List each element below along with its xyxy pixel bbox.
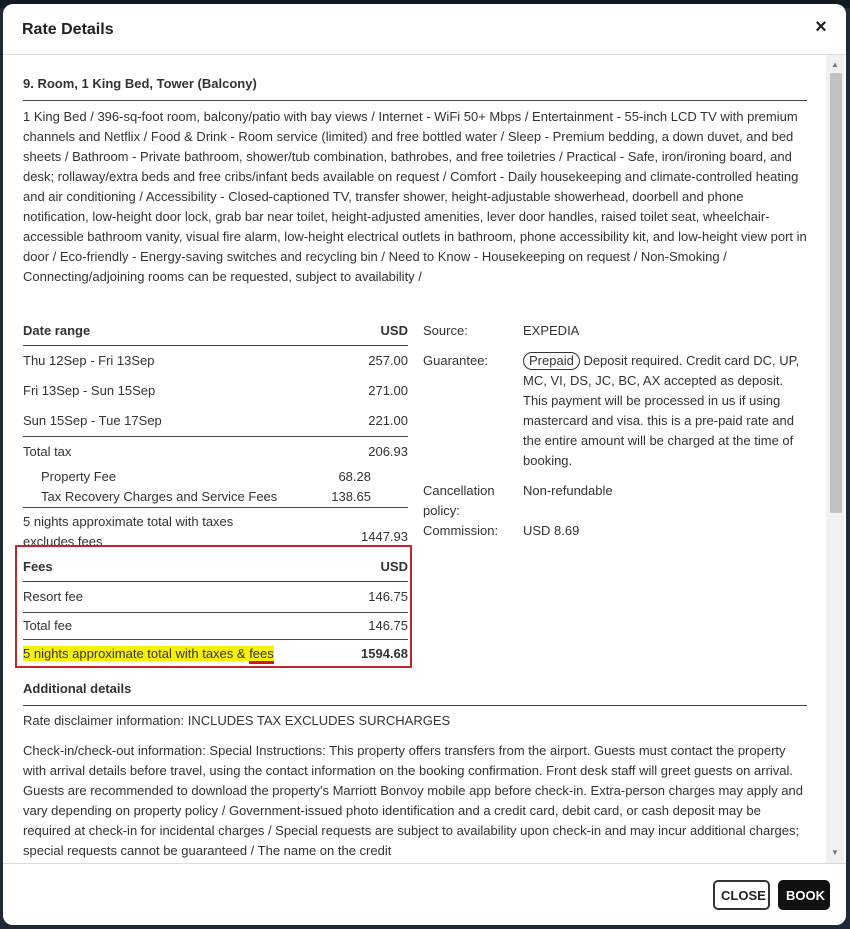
additional-details-title: Additional details xyxy=(23,679,807,706)
total-tax-label: Total tax xyxy=(23,437,311,468)
guarantee-label: Guarantee: xyxy=(423,353,489,368)
commission-value: USD 8.69 xyxy=(523,523,580,538)
fees-highlight-box xyxy=(15,545,412,668)
rate-row-label: Thu 12Sep - Fri 13Sep xyxy=(23,353,155,368)
commission-label: Commission: xyxy=(423,523,499,538)
tax-recovery-label: Tax Recovery Charges and Service Fees xyxy=(41,489,278,504)
nights-total-value: 1447.93 xyxy=(311,508,408,553)
dialog-footer xyxy=(3,863,846,925)
checkin-info: Check-in/check-out information: Special Instructions: This property offers transfers from the airport. Guests must contact the property with arrival details before travel, using the contact information on the booking confirmation. Front desk staff will greet guests on arrival. Guests are recommended to download the property's Marriott Bonvoy mobile app before check-in. Extra-person charges may apply and vary depending on property policy / Government-issued photo identification and a credit card, debit card, or cash deposit may be required at check-in for incidental charges / Special requests are subject to availability upon check-in and may incur additional charges; special requests cannot be guaranteed / The name on the credit xyxy=(23,743,803,858)
fees-header: Fees xyxy=(23,553,347,582)
scroll-down-arrow-icon[interactable]: ▼ xyxy=(831,848,839,857)
fees-table xyxy=(23,553,408,668)
rate-row-label: Fri 13Sep - Sun 15Sep xyxy=(23,383,156,398)
scroll-thumb[interactable] xyxy=(830,73,842,513)
guarantee-text: Deposit required. Credit card DC, UP, MC, VI, DS, JC, BC, AX accepted as deposit. This payment will be processed in us if using mastercard and visa. this is a pre-paid rate and the entire amount will be charged at the time of booking. xyxy=(523,353,800,468)
close-icon[interactable]: × xyxy=(815,16,827,38)
room-title: 9. Room, 1 King Bed, Tower (Balcony) xyxy=(23,74,807,101)
rate-details-dialog xyxy=(3,4,846,925)
source-label: Source: xyxy=(423,323,468,338)
fees-currency-header: USD xyxy=(347,553,408,582)
resort-fee-value: 146.75 xyxy=(347,582,408,613)
property-fee-label: Property Fee xyxy=(41,469,117,484)
scroll-up-arrow-icon[interactable]: ▲ xyxy=(831,60,839,69)
total-tax-value: 206.93 xyxy=(311,437,408,468)
currency-header: USD xyxy=(311,317,408,346)
book-button[interactable]: BOOK xyxy=(778,880,830,910)
tax-recovery-value: 138.65 xyxy=(331,489,371,504)
rate-row-value: 271.00 xyxy=(368,383,408,398)
resort-fee-label: Resort fee xyxy=(23,582,347,613)
nights-total-label: 5 nights approximate total with taxes excludes fees xyxy=(23,508,311,553)
fees-underlined-word: fees xyxy=(249,646,274,664)
cancellation-label: Cancellation policy: xyxy=(423,483,495,518)
cancellation-value: Non-refundable xyxy=(523,483,613,498)
scrollbar[interactable] xyxy=(826,55,844,863)
property-fee-value: 68.28 xyxy=(338,469,371,484)
prepaid-badge: Prepaid xyxy=(523,352,580,370)
dialog-header xyxy=(3,4,846,55)
total-fee-value: 146.75 xyxy=(347,613,408,640)
rate-row-value: 221.00 xyxy=(368,413,408,428)
rate-row-label: Sun 15Sep - Tue 17Sep xyxy=(23,413,162,428)
source-value: EXPEDIA xyxy=(523,323,580,338)
dialog-body[interactable] xyxy=(3,55,846,863)
date-range-header: Date range xyxy=(23,317,311,346)
rate-disclaimer: Rate disclaimer information: INCLUDES TAX EXCLUDES SURCHARGES xyxy=(23,713,451,728)
rate-row-value: 257.00 xyxy=(368,353,408,368)
rate-table xyxy=(23,317,408,552)
dialog-title: Rate Details xyxy=(22,21,114,38)
grand-total-label: 5 nights approximate total with taxes & fees xyxy=(23,640,347,669)
close-button[interactable]: CLOSE xyxy=(713,880,770,910)
room-description: 1 King Bed / 396-sq-foot room, balcony/patio with bay views / Internet - WiFi 50+ Mbps / Entertainment - 55-inch LCD TV with premium channels and Netflix / Food & Drink - Room service (limited) and free bottled water / Sleep - Premium bedding, a down duvet, and bed sheets / Bathroom - Private bathroom, shower/tub combination, bathrobes, and free toiletries / Practical - Safe, iron/ironing board, and desk; rollaway/extra beds and free cribs/infant beds available on request / Comfort - Daily housekeeping and climate-controlled heating and air conditioning / Accessibility - Closed-captioned TV, transfer shower, height-adjustable showerhead, doorbell and phone notification, low-height door lock, grab bar near toilet, height-adjusted amenities, lever door handles, raised toilet seat, wheelchair-accessible bathroom vanity, visual fire alarm, low-height electrical outlets in bathroom, phone accessibility kit, and low-height view port in door / Eco-friendly - Energy-saving switches and recycling bin / Need to Know - Housekeeping on request / Non-Smoking / Connecting/adjoining rooms can be requested, subject to availability / xyxy=(23,109,807,284)
total-fee-label: Total fee xyxy=(23,613,347,640)
rate-breakdown xyxy=(23,317,408,552)
grand-total-value: 1594.68 xyxy=(361,646,408,661)
